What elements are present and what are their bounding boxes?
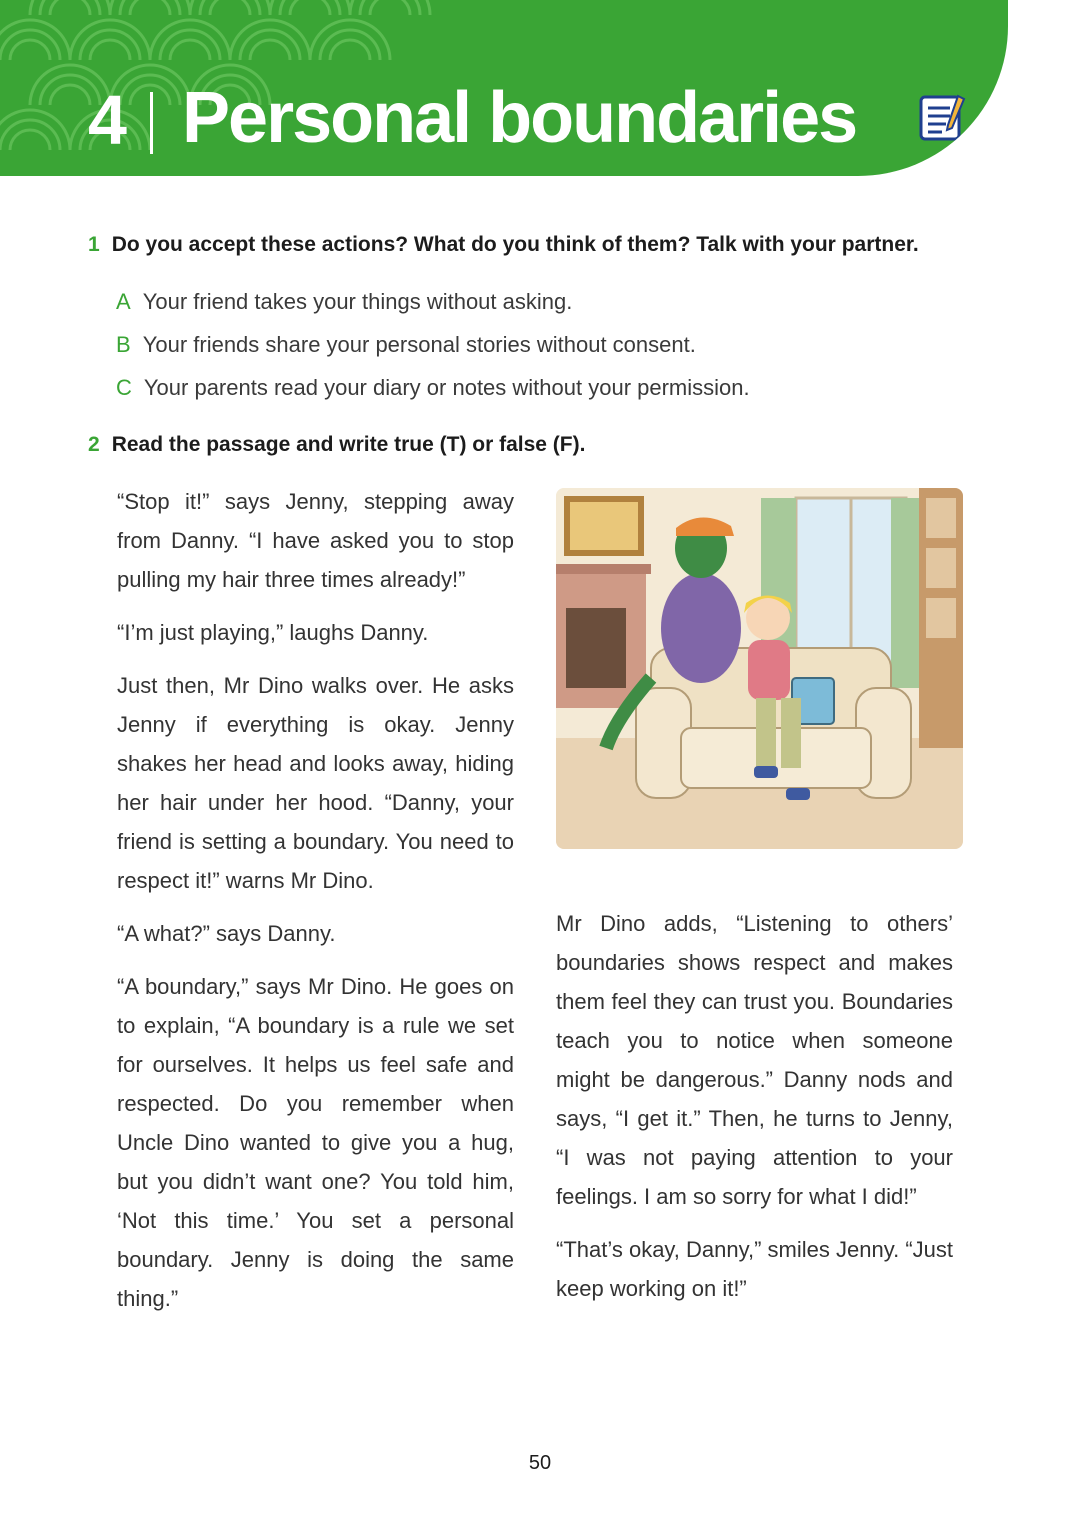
passage-left-column (117, 482, 514, 1332)
passage-paragraph: “A what?” says Danny. (117, 921, 336, 946)
passage-right-column (556, 904, 953, 1322)
title-divider (150, 92, 153, 154)
passage-paragraph: “A boundary,” says Mr Dino. He goes on to explain, “A boundary is a rule we set for ourselves. It helps us feel safe and respected. Do you remember when Uncle Dino wanted to give you a hug, but you didn’t want one? You told him, ‘Not this time.’ You set a personal boundary. Jenny is doing the same thing.” (117, 974, 514, 1311)
unit-header (0, 0, 1008, 176)
option-text: Your friends share your personal stories without consent. (142, 332, 696, 357)
passage-paragraph: Just then, Mr Dino walks over. He asks Jenny if everything is okay. Jenny shakes her head and looks away, hiding her hair under her hood. “Danny, your friend is setting a boundary. You need to respect it!” warns Mr Dino. (117, 673, 514, 893)
option-c (116, 375, 750, 401)
question-number: 2 (88, 433, 100, 456)
option-text: Your parents read your diary or notes without your permission. (143, 375, 750, 400)
living-room-scene (556, 488, 963, 849)
passage-paragraph: Mr Dino adds, “Listening to others’ boundaries shows respect and makes them feel they can trust you. Boundaries teach you to notice when someone might be dangerous.” Danny nods and says, “I get it.” Then, he turns to Jenny, “I was not paying attention to your feelings. I am so sorry for what I did!” (556, 911, 953, 1209)
unit-number: 4 (88, 81, 126, 159)
question-prompt: Read the passage and write true (T) or false (F). (111, 433, 586, 456)
option-a (116, 289, 572, 315)
option-letter: A (116, 289, 131, 314)
passage-paragraph: “That’s okay, Danny,” smiles Jenny. “Just keep working on it!” (556, 1237, 953, 1301)
option-text: Your friend takes your things without asking. (142, 289, 573, 314)
option-letter: C (116, 375, 132, 400)
passage-paragraph: “Stop it!” says Jenny, stepping away from Danny. “I have asked you to stop pulling my hair three times already!” (117, 489, 514, 592)
passage-paragraph: “I’m just playing,” laughs Danny. (117, 620, 429, 645)
question-1 (88, 233, 919, 257)
question-prompt: Do you accept these actions? What do you think of them? Talk with your partner. (111, 233, 919, 256)
unit-title: Personal boundaries (182, 78, 857, 158)
notebook-pencil-icon (918, 92, 968, 142)
option-letter: B (116, 332, 131, 357)
question-number: 1 (88, 233, 100, 256)
story-illustration (556, 488, 963, 849)
option-b (116, 332, 696, 358)
question-2 (88, 433, 585, 457)
page-number: 50 (528, 1452, 552, 1474)
